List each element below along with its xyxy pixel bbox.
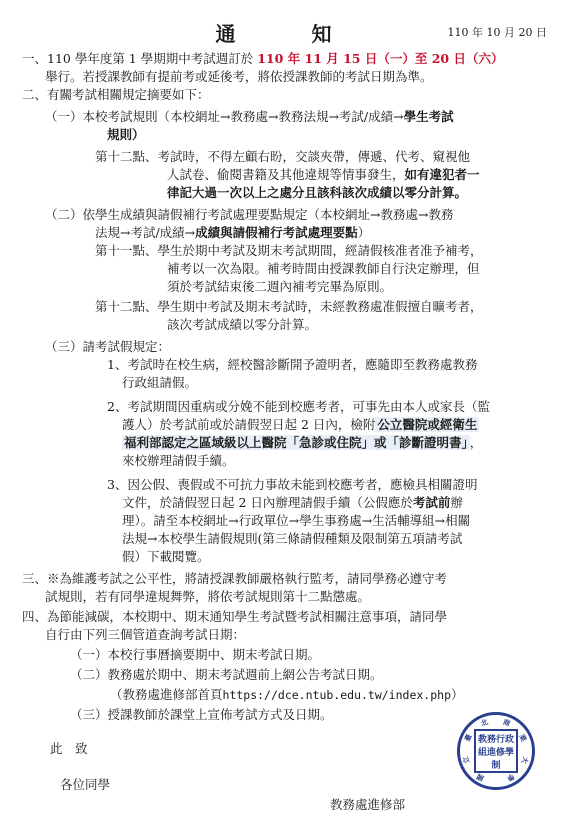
text-line [45,626,245,643]
text-segment: 來校辦理請假手續。 [122,453,235,468]
text-line [167,184,467,201]
text-segment: 四、為節能減碳，本校期中、期末通知學生考試暨考試相關注意事項，請同學 [22,609,448,624]
text-line [95,298,483,315]
text-line [45,206,453,223]
text-segment: 試規則，若有同學違規舞弊，將依考試規則第十二點懲處。 [45,589,371,604]
text-line [122,416,479,433]
text-segment: 須於考試結束後二週內補考完畢為原則。 [167,279,393,294]
text-segment: 第十一點、學生於期中考試及期末考試期間，經請假核准者准予補考， [95,243,483,258]
text-segment: （三）授課教師於課堂上宣佈考試方式及日期。 [70,707,333,722]
seal-ring-char: 國 [474,771,486,784]
text-segment: 假）下載閱覽。 [122,549,210,564]
text-line [122,494,463,511]
text-segment: 公立醫院或經衛生 [377,417,478,432]
text-line [70,646,320,663]
text-line [70,706,333,723]
text-segment: 補考以一次為限。補考時間由授課教師自行決定辦理，但 [167,261,480,276]
seal-inner-text: 教務行政組進修學制 [474,729,518,773]
text-segment: 成績與請假補行考試處理要點 [195,225,358,240]
text-line [122,548,210,565]
text-line [122,374,197,391]
text-line [45,68,433,85]
text-segment: 三、※為維護考試之公平性，將請授課教師嚴格執行監考，請同學務必遵守考 [22,571,448,586]
text-line [107,476,477,493]
text-segment: 該次考試成績以零分計算。 [167,317,318,332]
text-segment: 110 年 11 月 15 日（一）至 20 日（六） [257,51,504,66]
text-segment: 學生考試 [403,109,454,124]
text-segment: 護人）於考試前或於請假翌日起 2 日內，檢附 [122,417,376,432]
text-segment: ， [469,435,483,450]
text-line [22,608,447,625]
text-segment: 如有違犯者一 [404,167,480,182]
text-line [107,126,145,143]
text-segment: 二、有關考試相關規定摘要如下： [22,87,210,102]
text-line [60,776,110,793]
text-segment: （二）依學生成績與請假補行考試處理要點規定（本校網址→教務處→教務 [45,207,454,222]
text-line [107,398,490,415]
text-line [95,148,470,165]
text-segment: （教務處進修部首頁 [110,687,223,702]
seal-ring-char: 學 [505,771,517,784]
text-segment: 法規→考試/成績→ [95,225,196,240]
text-segment: 自行由下列三個管道查詢考試日期： [45,627,246,642]
seal-ring-char: 大 [519,755,530,765]
text-segment: 考試前 [412,495,451,510]
seal-ring-char: 商 [501,717,512,729]
text-line [50,740,88,757]
text-segment: 辦 [450,495,463,510]
text-segment: 2、考試期間因重病或分娩不能到校應考者，可事先由本人或家長（監 [107,399,490,414]
text-segment: 各位同學 [60,777,111,792]
text-line [167,260,480,277]
text-line [107,356,477,373]
text-segment: 文件，於請假翌日起 2 日內辦理請假手續（公假應於 [122,495,413,510]
text-line [167,316,317,333]
text-segment: 行政組請假。 [122,375,198,390]
text-line [22,570,447,587]
text-line [110,686,464,704]
official-seal-stamp [457,712,535,790]
text-line [22,50,503,67]
text-line [122,512,470,529]
text-line [45,108,454,125]
text-line [70,666,383,683]
text-line [95,242,483,259]
text-segment: （一）本校行事曆摘要期中、期末考試日期。 [70,647,321,662]
text-segment: 第十二點、考試時，不得左顧右盼，交談夾帶，傳遞、代考、窺視他 [95,149,471,164]
text-segment: 第十二點、學生期中考試及期末考試時，未經教務處准假擅自曠考者， [95,299,483,314]
text-line [95,224,370,241]
text-segment: 福利部認定之區域級以上醫院「急診或住院」或「診斷證明書」 [124,435,468,450]
text-line [330,796,405,813]
notice-date: 110 年 10 月 20 日 [447,26,547,39]
text-segment: 3、因公假、喪假或不可抗力事故未能到校應考者，應檢具相關證明 [107,477,478,492]
text-line [22,86,210,103]
notice-title: 通 知 [215,22,360,46]
text-segment: （三）請考試假規定： [45,339,171,354]
text-segment: 規則） [107,127,145,142]
text-line [167,166,480,183]
text-segment: 法規→本校學生請假規則(第三條請假種類及限制第五項請考試 [122,531,463,546]
text-segment: 律記大過一次以上之處分且該科該次成績以零分計算。 [167,185,468,200]
text-segment: 舉行。若授課教師有提前考或延後考，將依授課教師的考試日期為準。 [45,69,433,84]
seal-ring-char: 北 [479,717,490,729]
text-segment: 教務處進修部 [330,797,406,812]
text-line [122,452,235,469]
seal-ring-char: 立 [461,755,472,765]
seal-ring-char: 臺 [462,732,474,743]
seal-ring-char: 業 [517,732,529,743]
text-line [122,530,462,547]
text-line [122,434,482,451]
text-segment: （二）教務處於期中、期末考試週前上網公告考試日期。 [70,667,383,682]
text-line [167,278,392,295]
text-line [45,588,370,605]
text-segment: （一）本校考試規則（本校網址→教務處→教務法規→考試/成績→ [45,109,404,124]
text-segment: 此 致 [50,741,88,756]
text-segment: ） [451,687,464,702]
text-segment: 理）。請至本校網址→行政單位→學生事務處→生活輔導組→相關 [122,513,471,528]
text-line [45,338,170,355]
website-link[interactable]: https://dce.ntub.edu.tw/index.php [222,688,451,702]
text-segment: ） [357,225,371,240]
text-segment: 一、110 學年度第 1 學期期中考試週訂於 [22,51,258,66]
text-segment: 1、考試時在校生病，經校醫診斷開予證明者，應隨即至教務處教務 [107,357,478,372]
text-segment: 人試卷、偷閱書籍及其他違規等情事發生， [167,167,405,182]
